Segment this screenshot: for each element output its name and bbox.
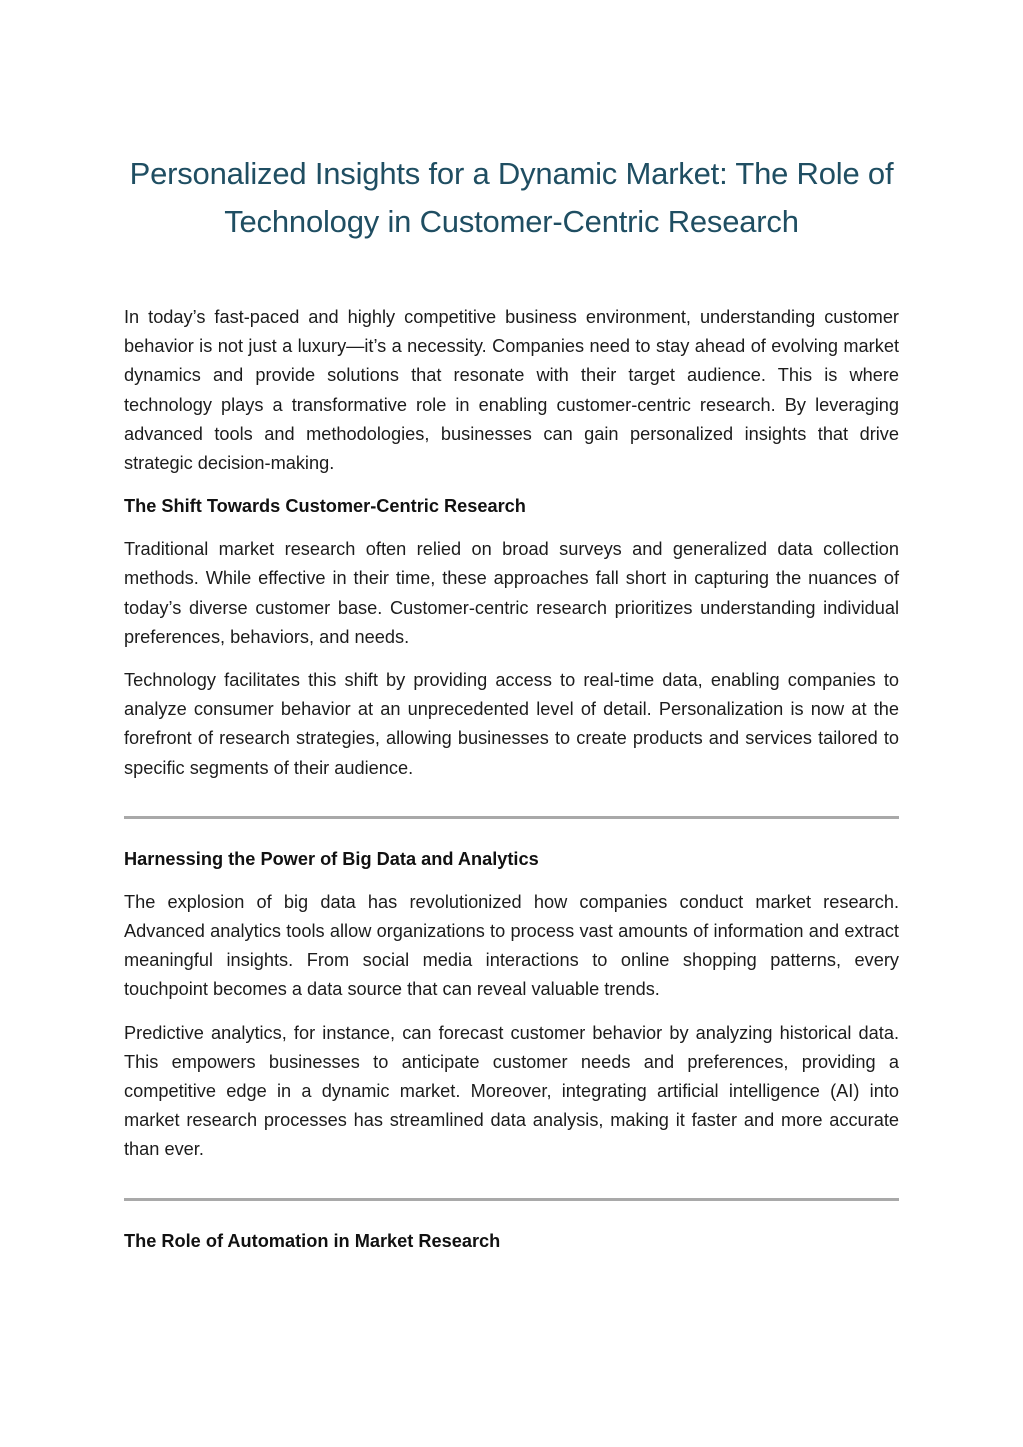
section-divider	[124, 816, 899, 819]
section-divider	[124, 1198, 899, 1201]
paragraph: Predictive analytics, for instance, can forecast customer behavior by analyzing historical data. This empowers businesses to anticipate customer needs and preferences, providing a competitive edge in a dynamic market. Moreover, integrating artificial intelligence (AI) into market research processes has streamlined data analysis, making it faster and more accurate than ever.	[124, 1022, 899, 1160]
section-heading-big-data: Harnessing the Power of Big Data and Analytics	[124, 848, 539, 869]
section-heading-automation: The Role of Automation in Market Research	[124, 1230, 501, 1251]
paragraph: Traditional market research often relied on broad surveys and generalized data collection methods. While effective in their time, these approaches fall short in capturing the nuances of today’s diverse customer base. Customer-centric research prioritizes understanding individual preferences, behaviors, and needs.	[124, 539, 899, 647]
section-heading-customer-centric: The Shift Towards Customer-Centric Research	[124, 496, 526, 517]
document-page	[124, 150, 899, 1270]
paragraph: Technology facilitates this shift by providing access to real-time data, enabling companies to analyze consumer behavior at an unprecedented level of detail. Personalization is now at the forefront of research strategies, allowing businesses to create products and services tailored to specific segments of their audience.	[124, 670, 899, 778]
document-title: Personalized Insights for a Dynamic Market: The Role of Technology in Customer-Centric Research	[129, 156, 894, 239]
intro-paragraph: In today’s fast-paced and highly competitive business environment, understanding customer behavior is not just a luxury—it’s a necessity. Companies need to stay ahead of evolving market dynamics and provide solutions that resonate with their target audience. This is where technology plays a transformative role in enabling customer-centric research. By leveraging advanced tools and methodologies, businesses can gain personalized insights that drive strategic decision-making.	[124, 307, 899, 474]
paragraph: The explosion of big data has revolutionized how companies conduct market research. Advanced analytics tools allow organizations to process vast amounts of information and extract meaningful insights. From social media interactions to online shopping patterns, every touchpoint becomes a data source that can reveal valuable trends.	[124, 891, 899, 1000]
